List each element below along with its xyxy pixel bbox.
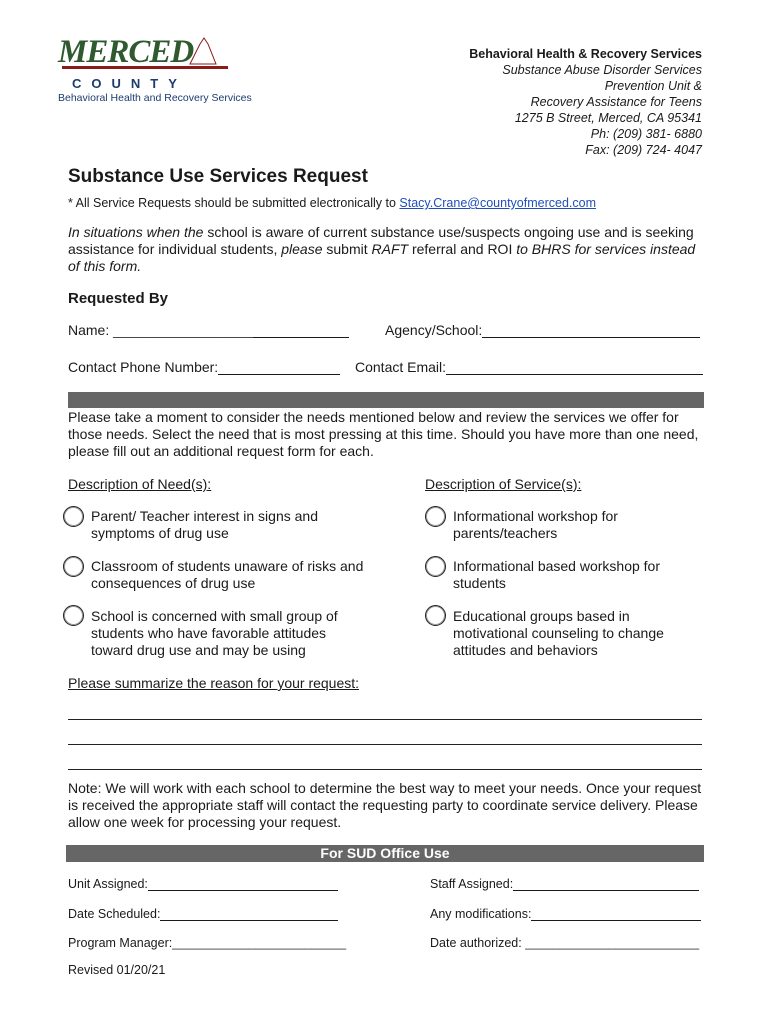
form-title: Substance Use Services Request — [68, 166, 368, 187]
email-link[interactable]: Stacy.Crane@countyofmerced.com — [399, 196, 596, 210]
courthouse-icon — [190, 38, 216, 64]
name-field[interactable] — [68, 322, 349, 338]
need-radio-2[interactable] — [63, 556, 84, 577]
contact-email-field[interactable] — [355, 359, 703, 375]
date-authorized-field[interactable] — [430, 936, 699, 950]
county-logo — [58, 34, 252, 106]
logo-county-text: COUNTY — [72, 76, 187, 91]
service-radio-3[interactable] — [425, 605, 446, 626]
logo-merced-text: MERCED — [58, 34, 194, 70]
date-scheduled-field[interactable] — [68, 907, 338, 921]
summary-line-1[interactable] — [68, 719, 702, 720]
program-manager-field[interactable] — [68, 936, 346, 950]
agency-label: Agency/School: — [385, 322, 483, 338]
intro-part: In situations when the — [68, 224, 208, 240]
service-option-1: Informational workshop for parents/teachers — [453, 508, 618, 541]
org-name: Behavioral Health & Recovery Services — [469, 47, 702, 61]
date-scheduled-label: Date Scheduled: — [68, 907, 161, 921]
contact-email-label: Contact Email: — [355, 359, 447, 375]
unit-assigned-line[interactable] — [148, 877, 338, 891]
service-radio-1[interactable] — [425, 506, 446, 527]
need-option-3: School is concerned with small group of students who have favorable attitudes toward drug use and may be using — [91, 608, 338, 658]
service-radio-2[interactable] — [425, 556, 446, 577]
processing-note: Note: We will work with each school to determine the best way to meet your needs. Once your request is received the appropriate staff will contact the requesting party to coordinate service delivery. Please allow one week for processing your request. — [68, 780, 702, 830]
intro-paragraph — [68, 224, 708, 275]
contact-email-line[interactable] — [446, 360, 703, 375]
intro-part: submit — [322, 241, 372, 257]
intro-part: please — [281, 241, 323, 257]
agency-line[interactable] — [482, 323, 700, 338]
intro-part: to BHRS for services instead of this form. — [68, 241, 696, 274]
staff-assigned-field[interactable] — [430, 877, 699, 891]
date-scheduled-line[interactable] — [160, 907, 338, 921]
requested-by-heading: Requested By — [68, 290, 169, 307]
program-manager-dash: _________________________ — [172, 936, 347, 950]
need-radio-3[interactable] — [63, 605, 84, 626]
name-line[interactable] — [253, 323, 349, 338]
name-label: Name: — [68, 322, 110, 338]
service-option-3: Educational groups based in motivational counseling to change attitudes and behaviors — [453, 608, 664, 658]
agency-field[interactable] — [385, 322, 700, 338]
staff-assigned-line[interactable] — [513, 877, 699, 891]
org-phone: Ph: (209) 381- 6880 — [590, 127, 702, 141]
need-column-header: Description of Need(s): — [68, 476, 212, 492]
revision-date: Revised 01/20/21 — [68, 963, 166, 977]
unit-assigned-label: Unit Assigned: — [68, 877, 148, 891]
phone-label: Contact Phone Number: — [68, 359, 219, 375]
modifications-line[interactable] — [531, 907, 701, 921]
modifications-field[interactable] — [430, 907, 701, 921]
phone-field[interactable] — [68, 359, 340, 375]
service-option-2: Informational based workshop for students — [453, 558, 660, 591]
phone-line[interactable] — [218, 360, 340, 375]
summary-label: Please summarize the reason for your request: — [68, 675, 360, 691]
org-line: 1275 B Street, Merced, CA 95341 — [514, 111, 702, 125]
needs-instructions: Please take a moment to consider the needs mentioned below and review the services we offer for those needs. Select the need that is most pressing at this time. Should you have more than one need, please fill out an additional request form for each. — [68, 409, 699, 459]
submission-note-text: * All Service Requests should be submitted electronically to — [68, 196, 400, 210]
office-use-header: For SUD Office Use — [66, 845, 704, 862]
org-fax: Fax: (209) 724- 4047 — [585, 143, 702, 157]
staff-assigned-label: Staff Assigned: — [430, 877, 514, 891]
intro-part: RAFT — [371, 241, 409, 257]
date-authorized-dash: _________________________ — [525, 936, 700, 950]
need-option-2: Classroom of students unaware of risks and consequences of drug use — [91, 558, 364, 591]
service-column-header: Description of Service(s): — [425, 476, 582, 492]
logo-subtitle: Behavioral Health and Recovery Services — [58, 92, 252, 104]
summary-line-3[interactable] — [68, 769, 702, 770]
org-line: Prevention Unit & — [604, 79, 702, 93]
unit-assigned-field[interactable] — [68, 877, 338, 891]
submission-note — [68, 196, 596, 210]
intro-part: referral and ROI — [408, 241, 517, 257]
date-authorized-label: Date authorized: — [430, 936, 522, 950]
modifications-label: Any modifications: — [430, 907, 532, 921]
org-line: Recovery Assistance for Teens — [530, 95, 702, 109]
need-radio-1[interactable] — [63, 506, 84, 527]
summary-line-2[interactable] — [68, 744, 702, 745]
name-dash: __________________ — [113, 322, 254, 338]
need-option-1: Parent/ Teacher interest in signs and symptoms of drug use — [91, 508, 318, 541]
program-manager-label: Program Manager: — [68, 936, 173, 950]
intro-part: school is aware of current substance use/suspects ongoing use and is seeking assistance for individual students, — [68, 224, 694, 257]
section-divider-bar — [68, 392, 704, 408]
org-line: Substance Abuse Disorder Services — [502, 63, 702, 77]
org-address-block — [469, 46, 702, 158]
